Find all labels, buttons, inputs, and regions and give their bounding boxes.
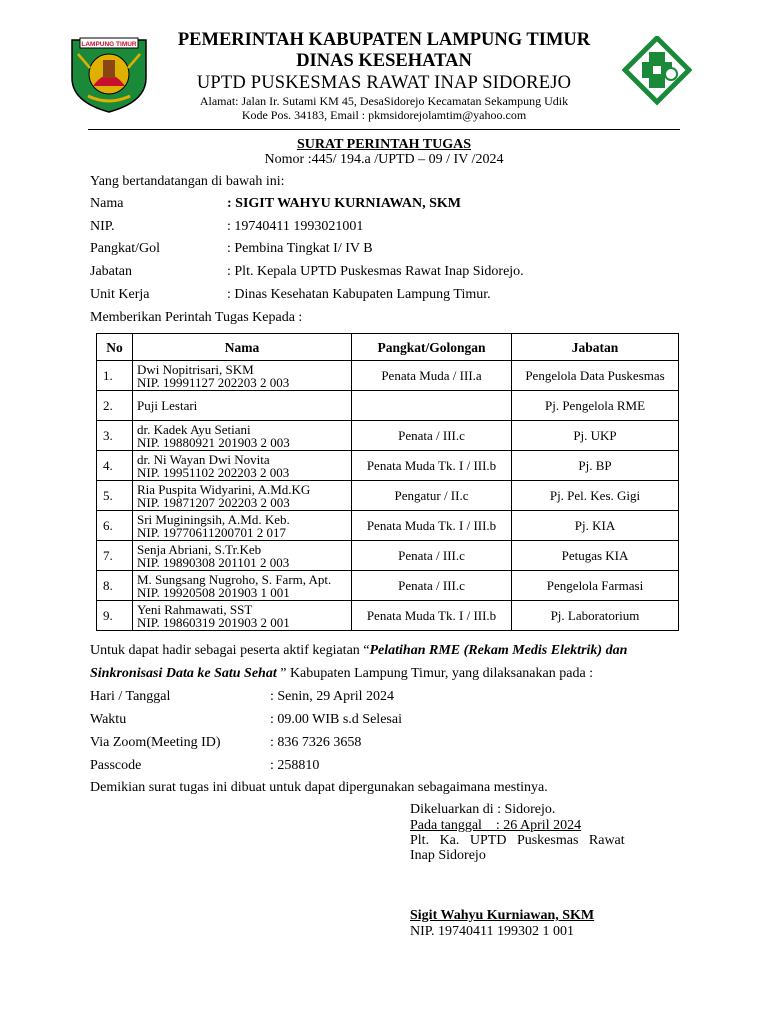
header-nama: Nama: [133, 334, 352, 361]
staff-rank: Penata / III.c: [398, 578, 465, 593]
cell-pangkat: [352, 541, 512, 571]
cell-pangkat: [352, 451, 512, 481]
signer-role-line-2: Inap Sidorejo: [410, 848, 486, 863]
signer-label-pangkat: Pangkat/Gol: [90, 241, 160, 256]
staff-name: M. Sungsang Nugroho, S. Farm, Apt.: [137, 571, 332, 587]
intro-text: Yang bertandatangan di bawah ini:: [90, 174, 285, 189]
cell-jabatan: [512, 541, 679, 571]
cell-jabatan: [512, 421, 679, 451]
staff-nip: NIP. 19880921 201903 2 003: [137, 434, 290, 450]
signer-name: Sigit Wahyu Kurniawan, SKM: [410, 908, 595, 923]
table-row: [97, 451, 679, 481]
letterhead: [150, 30, 618, 122]
header-divider: [88, 129, 680, 130]
staff-name: Sri Muginingsih, A.Md. Keb.: [137, 511, 290, 527]
schedule-value-date: : Senin, 29 April 2024: [270, 689, 395, 704]
letter-number: Nomor :445/ 194.a /UPTD – 09 / IV /2024: [264, 152, 504, 167]
letterhead-address: Alamat: Jalan Ir. Sutami KM 45, DesaSidorejo Kecamatan Sekampung Udik: [199, 94, 569, 108]
activity-line-2: [90, 666, 593, 682]
staff-nip: NIP. 19860319 201903 2 001: [137, 614, 290, 630]
signer-label-jabatan: Jabatan: [90, 264, 132, 279]
staff-name: Yeni Rahmawati, SST: [137, 601, 253, 617]
table-header-row: [97, 334, 679, 361]
staff-rank: Penata Muda Tk. I / III.b: [366, 518, 497, 533]
staff-position: Pengelola Farmasi: [546, 578, 644, 593]
schedule-label-time: Waktu: [90, 712, 127, 727]
schedule-value-time: : 09.00 WIB s.d Selesai: [270, 712, 402, 727]
cell-jabatan: [512, 361, 679, 391]
puskesmas-logo: [622, 36, 692, 110]
staff-name: dr. Ni Wayan Dwi Novita: [137, 451, 270, 467]
schedule-label-date: Hari / Tanggal: [90, 689, 171, 704]
cell-no: [97, 361, 133, 391]
letterhead-contact: Kode Pos. 34183, Email : pkmsidorejolamtim@yahoo.com: [241, 108, 527, 122]
signer-label-unit: Unit Kerja: [90, 287, 150, 302]
cell-nama: [133, 601, 352, 631]
signer-value-jabatan: : Plt. Kepala UPTD Puskesmas Rawat Inap Sidorejo.: [227, 264, 524, 279]
cell-no: [97, 541, 133, 571]
row-number: 5.: [103, 488, 113, 503]
letterhead-government: PEMERINTAH KABUPATEN LAMPUNG TIMUR: [177, 30, 591, 50]
staff-name: Puji Lestari: [137, 398, 198, 413]
schedule-label-zoom: Via Zoom(Meeting ID): [90, 735, 221, 750]
row-number: 9.: [103, 608, 113, 623]
schedule-value-passcode: : 258810: [270, 758, 320, 773]
cell-no: [97, 601, 133, 631]
schedule-label-passcode: Passcode: [90, 758, 142, 773]
cell-jabatan: [512, 481, 679, 511]
lampung-timur-logo: [68, 34, 150, 114]
table-row: [97, 421, 679, 451]
row-number: 6.: [103, 518, 113, 533]
cell-no: [97, 481, 133, 511]
signer-value-nama: : SIGIT WAHYU KURNIAWAN, SKM: [227, 196, 462, 211]
staff-name: Dwi Nopitrisari, SKM: [137, 361, 254, 377]
cell-nama: [133, 541, 352, 571]
signer-role-line-1: Plt. Ka. UPTD Puskesmas Rawat: [410, 833, 625, 848]
row-number: 2.: [103, 398, 113, 413]
staff-position: Pengelola Data Puskesmas: [525, 368, 665, 383]
staff-rank: Penata / III.c: [398, 428, 465, 443]
staff-position: Petugas KIA: [561, 548, 629, 563]
cell-pangkat: [352, 421, 512, 451]
letterhead-institution: UPTD PUSKESMAS RAWAT INAP SIDOREJO: [196, 73, 572, 93]
staff-position: Pj. Laboratorium: [550, 608, 640, 623]
staff-name: dr. Kadek Ayu Setiani: [137, 421, 251, 437]
activity-title-2: Sinkronisasi Data ke Satu Sehat: [90, 666, 277, 681]
staff-position: Pj. BP: [578, 458, 612, 473]
table-row: [97, 541, 679, 571]
staff-nip: NIP. 19770611200701 2 017: [137, 524, 287, 540]
staff-rank: Penata / III.c: [398, 548, 465, 563]
header-pangkat: Pangkat/Golongan: [352, 334, 512, 361]
cell-jabatan: [512, 601, 679, 631]
staff-nip: NIP. 19871207 202203 2 003: [137, 494, 290, 510]
cell-pangkat: [352, 481, 512, 511]
staff-nip: NIP. 19951102 202203 2 003: [137, 464, 290, 480]
signer-value-pangkat: : Pembina Tingkat I/ IV B: [227, 241, 373, 256]
table-row: [97, 511, 679, 541]
cell-jabatan: [512, 391, 679, 421]
cell-jabatan: [512, 511, 679, 541]
cell-no: [97, 421, 133, 451]
staff-rank: Penata Muda Tk. I / III.b: [366, 608, 497, 623]
signer-nip: NIP. 19740411 199302 1 001: [410, 924, 574, 939]
cell-no: [97, 451, 133, 481]
activity-pre: Untuk dapat hadir sebagai peserta aktif kegiatan “: [90, 643, 370, 658]
row-number: 7.: [103, 548, 113, 563]
staff-name: Senja Abriani, S.Tr.Keb: [137, 541, 262, 557]
cell-nama: [133, 391, 352, 421]
signer-label-nama: Nama: [90, 196, 124, 211]
logo-banner-text: LAMPUNG TIMUR: [81, 41, 137, 48]
staff-position: Pj. KIA: [574, 518, 616, 533]
header-no: No: [97, 334, 133, 361]
assignee-table: [96, 333, 679, 631]
activity-line-1: [90, 643, 627, 659]
activity-post: ” Kabupaten Lampung Timur, yang dilaksanakan pada :: [276, 666, 594, 681]
cell-nama: [133, 361, 352, 391]
schedule-value-zoom: : 836 7326 3658: [270, 735, 362, 750]
table-row: [97, 571, 679, 601]
staff-name: Ria Puspita Widyarini, A.Md.KG: [137, 481, 311, 497]
staff-position: Pj. UKP: [573, 428, 617, 443]
row-number: 4.: [103, 458, 113, 473]
cell-pangkat: [352, 511, 512, 541]
cell-pangkat: [352, 571, 512, 601]
cell-pangkat: [352, 391, 512, 421]
staff-rank: Penata Muda / III.a: [381, 368, 482, 383]
cell-jabatan: [512, 571, 679, 601]
staff-rank: Penata Muda Tk. I / III.b: [366, 458, 497, 473]
closing-text: Demikian surat tugas ini dibuat untuk dapat dipergunakan sebagaimana mestinya.: [90, 780, 548, 795]
signer-value-unit: : Dinas Kesehatan Kabupaten Lampung Timur.: [227, 287, 491, 302]
cell-nama: [133, 571, 352, 601]
table-row: [97, 391, 679, 421]
signer-label-nip: NIP.: [90, 219, 115, 234]
letter-title: SURAT PERINTAH TUGAS: [296, 137, 471, 152]
cell-pangkat: [352, 361, 512, 391]
cell-pangkat: [352, 601, 512, 631]
row-number: 1.: [103, 368, 113, 383]
order-intro: Memberikan Perintah Tugas Kepada :: [90, 310, 303, 325]
table-row: [97, 361, 679, 391]
issued-place: Dikeluarkan di : Sidorejo.: [410, 802, 556, 817]
staff-position: Pj. Pel. Kes. Gigi: [549, 488, 641, 503]
header-jabatan: Jabatan: [512, 334, 679, 361]
cell-nama: [133, 511, 352, 541]
row-number: 8.: [103, 578, 113, 593]
staff-rank: Pengatur / II.c: [394, 488, 469, 503]
cell-no: [97, 391, 133, 421]
cell-nama: [133, 451, 352, 481]
staff-nip: NIP. 19991127 202203 2 003: [137, 374, 290, 390]
row-number: 3.: [103, 428, 113, 443]
staff-nip: NIP. 19920508 201903 1 001: [137, 584, 290, 600]
table-row: [97, 481, 679, 511]
activity-title-1: Pelatihan RME (Rekam Medis Elektrik) dan: [369, 643, 628, 658]
cell-jabatan: [512, 451, 679, 481]
table-body: [97, 361, 679, 631]
issued-date: Pada tanggal : 26 April 2024: [410, 818, 582, 833]
cell-nama: [133, 481, 352, 511]
cell-no: [97, 511, 133, 541]
staff-nip: NIP. 19890308 201101 2 003: [137, 554, 290, 570]
staff-position: Pj. Pengelola RME: [544, 398, 646, 413]
table-row: [97, 601, 679, 631]
letterhead-department: DINAS KESEHATAN: [296, 51, 472, 71]
cell-nama: [133, 421, 352, 451]
signer-value-nip: : 19740411 1993021001: [227, 219, 364, 234]
cell-no: [97, 571, 133, 601]
